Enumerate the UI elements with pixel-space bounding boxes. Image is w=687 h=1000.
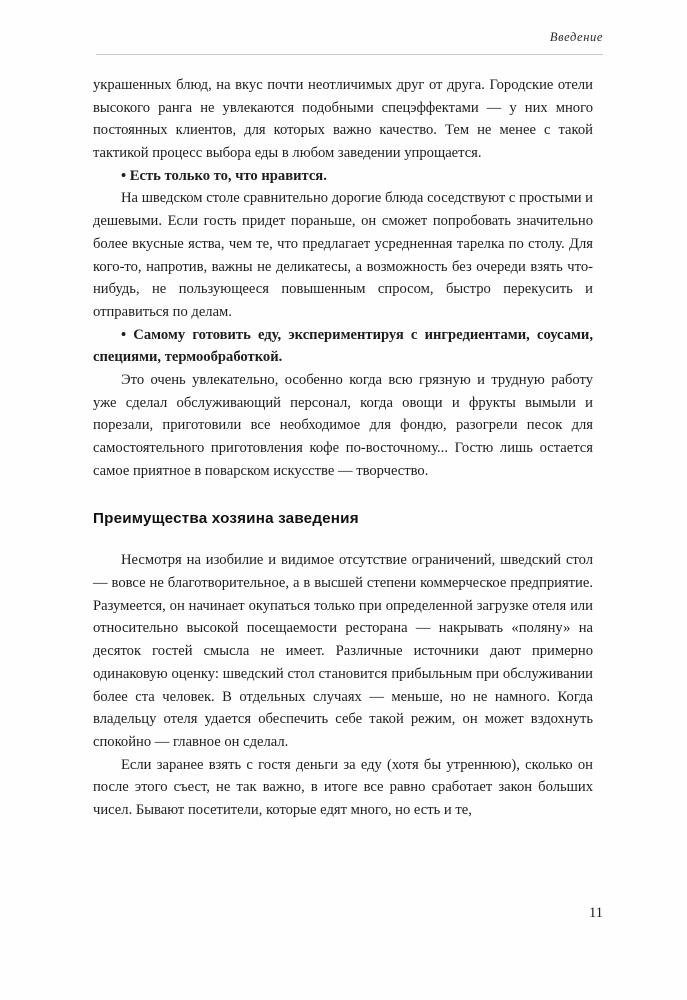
page-header	[96, 30, 603, 55]
heading-spacer-bottom	[93, 527, 593, 549]
paragraph-2: На шведском столе сравнительно дорогие блюда соседствуют с простыми и дешевыми. Если гость придет пораньше, он сможет попробовать значительно более вкусные яства, чем те, что предлагает усредненная тарелка по столу. Для кого-то, напротив, важны не деликатесы, а возможность без очереди взять что-нибудь, не пользующееся повышенным спросом, быстро перекусить и отправиться по делам.	[93, 190, 593, 320]
page-number: 11	[589, 905, 603, 921]
paragraph-5: Если заранее взять с гостя деньги за еду (хотя бы утреннюю), сколько он после этого съест, не так важно, в итоге все равно сработает закон больших чисел. Бывают посетители, которые едят много, но есть и те,	[93, 756, 593, 818]
paragraph-continued: украшенных блюд, на вкус почти неотличимых друг от друга. Городские отели высокого ранга не увлекаются подобными спецэффектами — у них много постоянных клиентов, для которых важно качество. Тем не менее с такой тактикой процесс выбора еды в любом заведении упрощается.	[93, 77, 593, 162]
running-title: Введение	[549, 30, 603, 44]
bullet-item-2: • Самому готовить еду, экспериментируя с ингредиентами, соусами, специями, термообработкой.	[93, 326, 593, 366]
heading-spacer-top	[93, 482, 593, 510]
paragraph-4: Несмотря на изобилие и видимое отсутствие ограничений, шведский стол — вовсе не благотворительное, а в высшей степени коммерческое предприятие. Разумеется, он начинает окупаться только при определенной загрузке отеля или относительно высокой посещаемости ресторана — накрывать «поляну» на десяток гостей смысла не имеет. Различные источники дают примерно одинаковую оценку: шведский стол становится прибыльным при обслуживании более ста человек. В отдельных случаях — меньше, но не намного. Когда владельцу отеля удается обеспечить себе такой режим, он может вздохнуть спокойно — главное он сделал.	[93, 552, 593, 750]
section-heading: Преимущества хозяина заведения	[93, 510, 359, 528]
paragraph-3: Это очень увлекательно, особенно когда всю грязную и трудную работу уже сделал обслуживающий персонал, когда овощи и фрукты вымыли и порезали, приготовили все необходимое для фондю, разогрели песок для самостоятельного приготовления кофе по-восточному... Гостю лишь остается самое приятное в поварском искусстве — творчество.	[93, 371, 593, 479]
bullet-item-1: • Есть только то, что нравится.	[121, 167, 327, 184]
header-divider	[96, 54, 603, 55]
page-content	[93, 74, 593, 822]
